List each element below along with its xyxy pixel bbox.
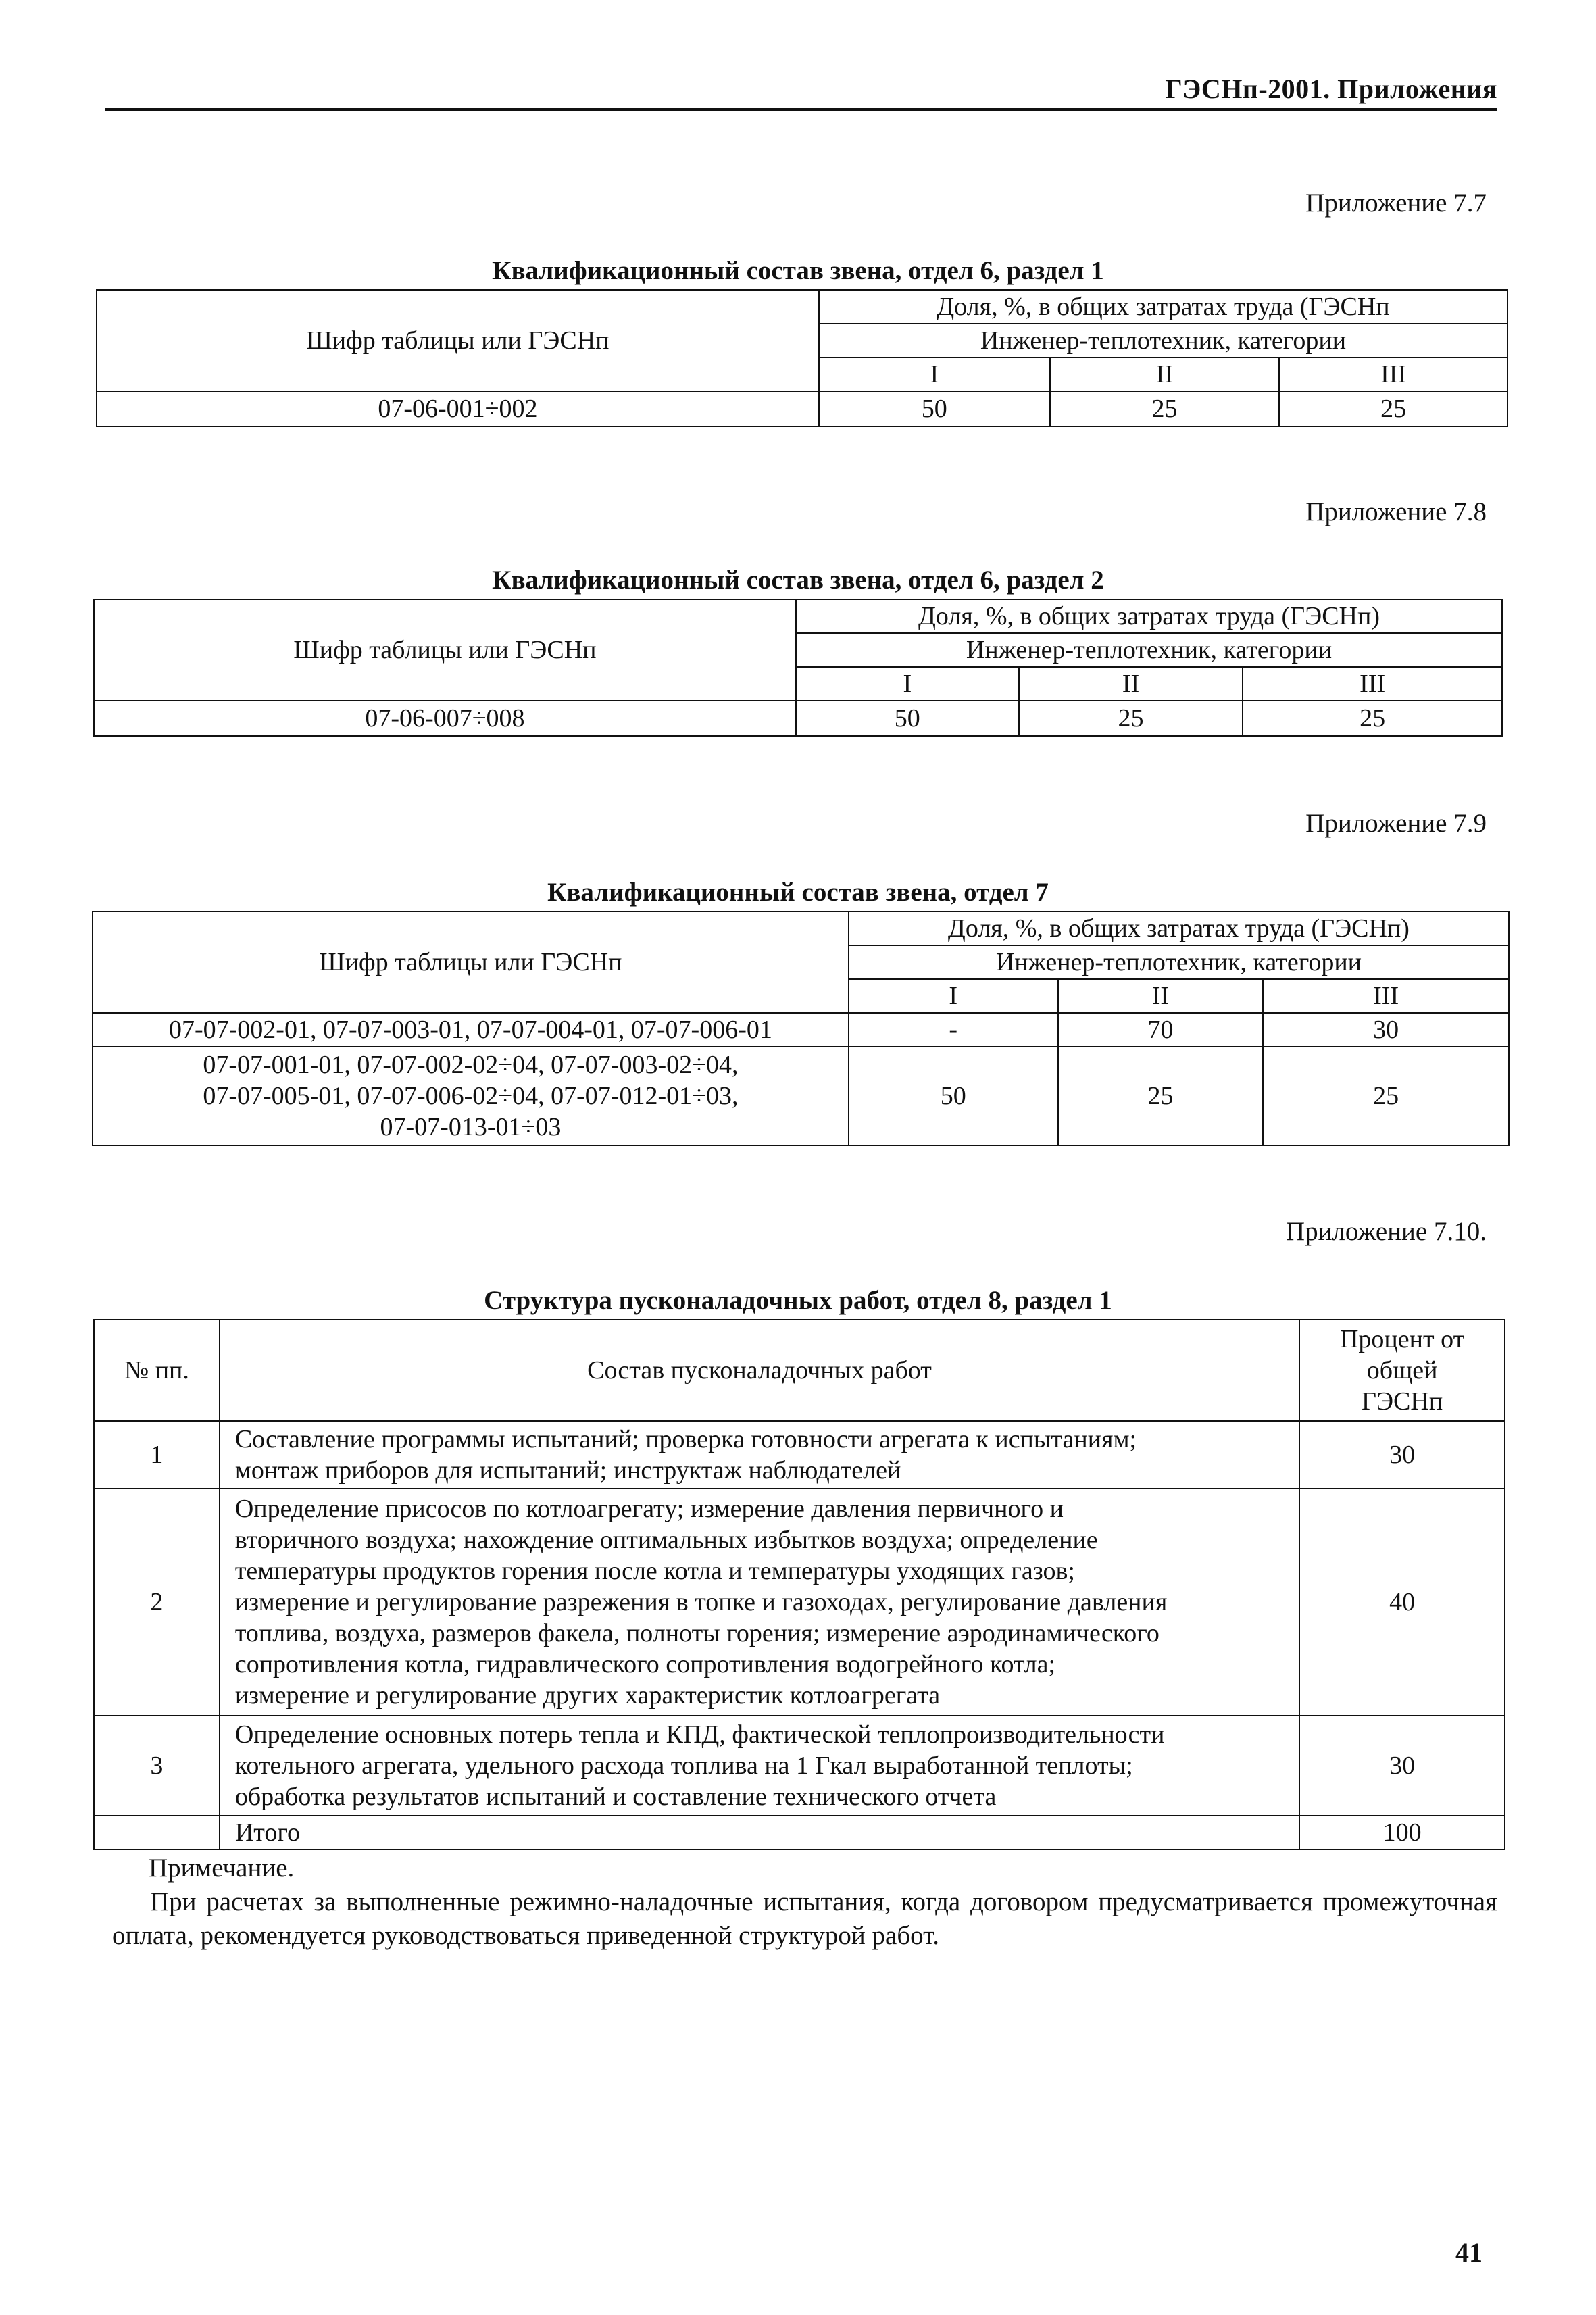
category-ii: II: [1058, 979, 1264, 1013]
appendix-7-7-label: Приложение 7.7: [1305, 189, 1487, 218]
table-7-9: [92, 911, 1510, 1146]
row-code-line: 07-07-005-01, 07-07-006-02÷04, 07-07-012-01÷03,: [203, 1082, 739, 1110]
appendix-7-8-label: Приложение 7.8: [1305, 497, 1487, 526]
row-value-ii: 70: [1058, 1013, 1264, 1047]
row-code-line: 07-07-001-01, 07-07-002-02÷04, 07-07-003-02÷04,: [203, 1051, 739, 1079]
row-work-line: измерение и регулирование других характеристик котлоагрегата: [234, 1681, 941, 1710]
col-header-share: Доля, %, в общих затратах труда (ГЭСНп): [796, 599, 1502, 633]
category-iii: III: [1263, 979, 1509, 1013]
structure-table: [93, 1319, 1505, 1850]
row-work-line: монтаж приборов для испытаний; инструктаж наблюдателей: [234, 1456, 901, 1485]
table-7-7-title: Квалификационный состав звена, отдел 6, раздел 1: [492, 256, 1104, 285]
row-work-line: обработка результатов испытаний и составление технического отчета: [234, 1783, 997, 1811]
col-header-num: № пп.: [94, 1320, 220, 1421]
row-percent: 30: [1299, 1421, 1505, 1489]
row-value-iii: 30: [1263, 1013, 1509, 1047]
col-header-work: Состав пусконаладочных работ: [220, 1320, 1299, 1421]
row-code: [93, 1047, 849, 1145]
col-header-percent-line: Процент от: [1339, 1325, 1465, 1353]
row-percent: 30: [1299, 1716, 1505, 1816]
page-number: 41: [1455, 2237, 1482, 2268]
row-work: [220, 1489, 1299, 1716]
row-work-line: Определение основных потерь тепла и КПД, фактической теплопроизводительности: [234, 1720, 1165, 1749]
table-7-7: [96, 289, 1508, 427]
col-header-category: Инженер-теплотехник, категории: [819, 324, 1507, 357]
row-work: [220, 1421, 1299, 1489]
row-value-ii: 25: [1019, 701, 1243, 736]
col-header-share: Доля, %, в общих затратах труда (ГЭСНп: [819, 290, 1507, 324]
table-row: [97, 391, 1507, 426]
table-row: [94, 1716, 1505, 1816]
row-code: 07-06-007÷008: [94, 701, 796, 736]
row-percent: 40: [1299, 1489, 1505, 1716]
row-num: 1: [94, 1421, 220, 1489]
col-header-code: Шифр таблицы или ГЭСНп: [97, 290, 819, 391]
category-i: I: [819, 357, 1050, 391]
table-7-8-title: Квалификационный состав звена, отдел 6, раздел 2: [492, 566, 1104, 595]
row-work-line: измерение и регулирование разрежения в топке и газоходах, регулирование давления: [234, 1588, 1168, 1616]
table-7-9-title: Квалификационный состав звена, отдел 7: [547, 878, 1049, 907]
total-value: 100: [1299, 1816, 1505, 1849]
table-row: [94, 1421, 1505, 1489]
row-value-ii: 25: [1050, 391, 1280, 426]
total-label: Итого: [220, 1816, 1299, 1849]
col-header-category: Инженер-теплотехник, категории: [796, 633, 1502, 667]
col-header-code: Шифр таблицы или ГЭСНп: [94, 599, 796, 701]
table-row: [93, 1013, 1509, 1047]
table-row: [94, 701, 1502, 736]
row-code-line: 07-07-013-01÷03: [380, 1113, 562, 1141]
row-work-line: температуры продуктов горения после котла и температуры уходящих газов;: [234, 1557, 1075, 1585]
row-work-line: Определение присосов по котлоагрегату; измерение давления первичного и: [234, 1495, 1064, 1523]
row-value-ii: 25: [1058, 1047, 1264, 1145]
appendix-7-10-label: Приложение 7.10.: [1285, 1217, 1487, 1246]
row-value-iii: 25: [1279, 391, 1507, 426]
row-value-i: -: [849, 1013, 1058, 1047]
table-row: [94, 1489, 1505, 1716]
table-row: [93, 1047, 1509, 1145]
note-label: Примечание.: [149, 1853, 295, 1883]
row-code: 07-07-002-01, 07-07-003-01, 07-07-004-01, 07-07-006-01: [93, 1013, 849, 1047]
row-work-line: вторичного воздуха; нахождение оптимальных избытков воздуха; определение: [234, 1526, 1098, 1554]
row-num: 2: [94, 1489, 220, 1716]
running-header: ГЭСНп-2001. Приложения: [1165, 74, 1497, 104]
row-value-i: 50: [849, 1047, 1058, 1145]
category-i: I: [796, 667, 1019, 701]
total-num-empty: [94, 1816, 220, 1849]
row-work-line: котельного агрегата, удельного расхода топлива на 1 Гкал выработанной теплоты;: [234, 1751, 1133, 1780]
row-work: [220, 1716, 1299, 1816]
category-iii: III: [1243, 667, 1502, 701]
category-ii: II: [1019, 667, 1243, 701]
row-value-i: 50: [819, 391, 1050, 426]
col-header-category: Инженер-теплотехник, категории: [849, 945, 1509, 979]
row-work-line: сопротивления котла, гидравлического сопротивления водогрейного котла;: [234, 1650, 1056, 1678]
total-row: [94, 1816, 1505, 1849]
row-num: 3: [94, 1716, 220, 1816]
col-header-percent-line: ГЭСНп: [1362, 1387, 1443, 1416]
table-7-8: [93, 599, 1503, 737]
structure-table-title: Структура пусконаладочных работ, отдел 8, раздел 1: [484, 1286, 1112, 1315]
row-value-iii: 25: [1263, 1047, 1509, 1145]
row-work-line: топлива, воздуха, размеров факела, полноты горения; измерение аэродинамического: [234, 1619, 1159, 1647]
row-value-iii: 25: [1243, 701, 1502, 736]
col-header-percent-line: общей: [1366, 1356, 1438, 1385]
col-header-share: Доля, %, в общих затратах труда (ГЭСНп): [849, 912, 1509, 945]
category-iii: III: [1279, 357, 1507, 391]
col-header-percent: [1299, 1320, 1505, 1421]
category-ii: II: [1050, 357, 1280, 391]
row-work-line: Составление программы испытаний; проверка готовности агрегата к испытаниям;: [234, 1425, 1137, 1453]
row-code: 07-06-001÷002: [97, 391, 819, 426]
note-text: При расчетах за выполненные режимно-наладочные испытания, когда договором предусматривается промежуточная оплата, рекомендуется руководствоваться приведенной структурой работ.: [112, 1887, 1497, 1950]
appendix-7-9-label: Приложение 7.9: [1305, 809, 1487, 838]
header-rule: [105, 108, 1497, 111]
category-i: I: [849, 979, 1058, 1013]
col-header-code: Шифр таблицы или ГЭСНп: [93, 912, 849, 1013]
row-value-i: 50: [796, 701, 1019, 736]
